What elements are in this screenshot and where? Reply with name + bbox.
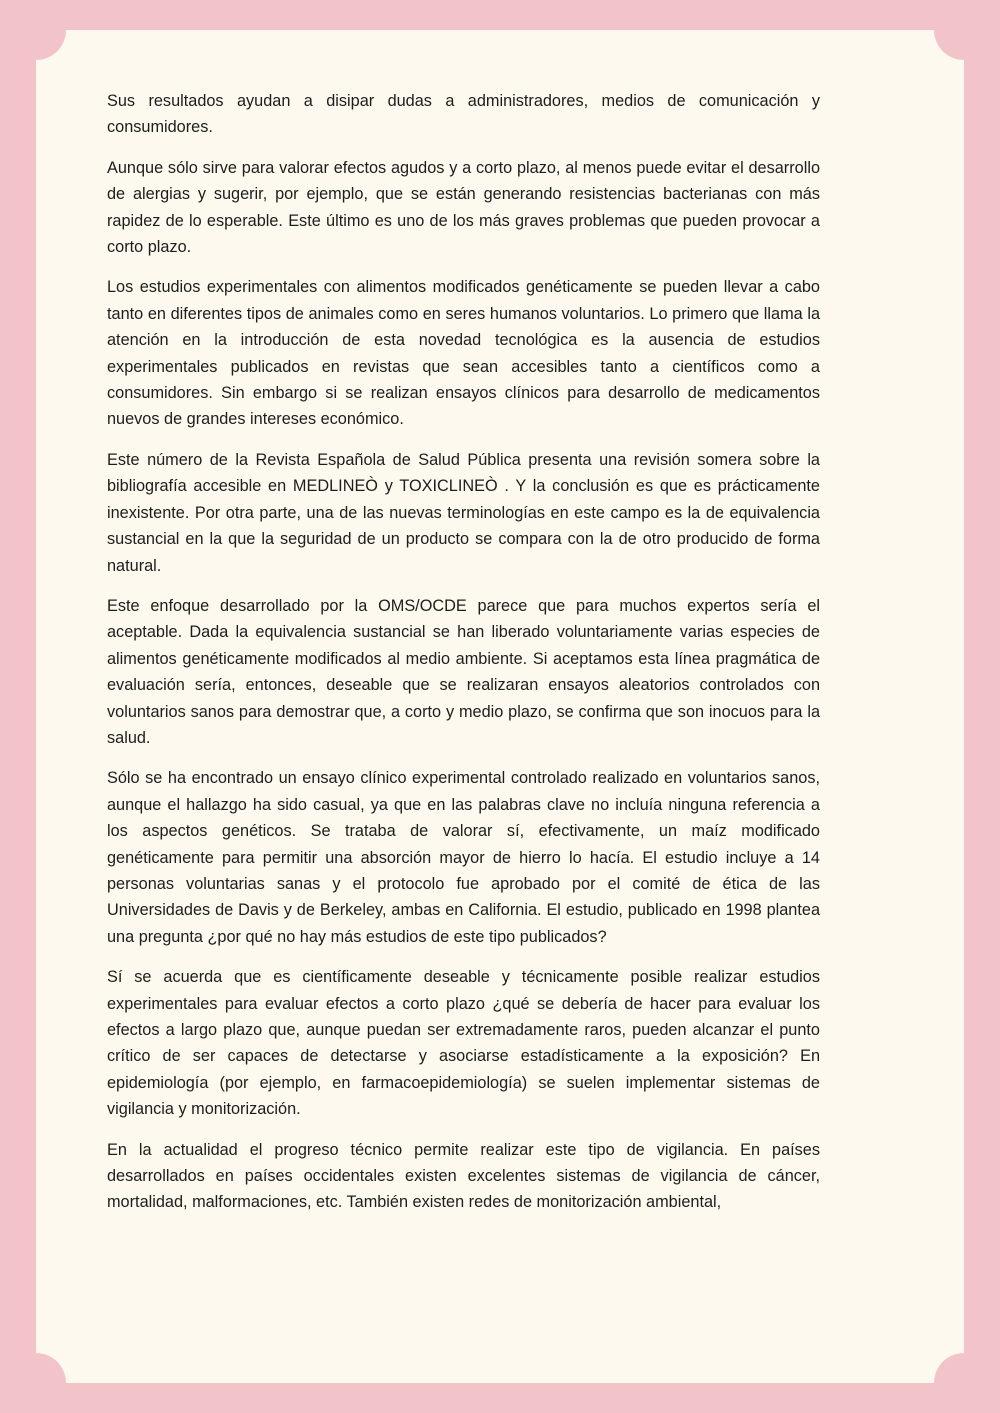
paragraph: Sí se acuerda que es científicamente deseable y técnicamente posible realizar estudios experimentales para evaluar efectos a corto plazo ¿qué se debería de hacer para evaluar los efectos a largo plazo que, aunque puedan ser extremadamente raros, pueden alcanzar el punto crítico de ser capaces de detectarse y asociarse estadísticamente a la exposición? En epidemiología (por ejemplo, en farmacoepidemiología) se suelen implementar sistemas de vigilancia y monitorización. [107,968,820,1119]
paragraph: Este enfoque desarrollado por la OMS/OCDE parece que para muchos expertos sería el aceptable. Dada la equivalencia sustancial se han liberado voluntariamente varias especies de alimentos genéticamente modificados al medio ambiente. Si aceptamos esta línea pragmática de evaluación sería, entonces, deseable que se realizaran ensayos aleatorios controlados con voluntarios sanos para demostrar que, a corto y medio plazo, se confirma que son inocuos para la salud. [107,596,820,747]
document-body [107,88,820,1230]
paragraph: Sólo se ha encontrado un ensayo clínico experimental controlado realizado en voluntarios sanos, aunque el hallazgo ha sido casual, ya que en las palabras clave no incluía ninguna referencia a los aspectos genéticos. Se trataba de valorar sí, efectivamente, un maíz modificado genéticamente para permitir una absorción mayor de hierro lo hacía. El estudio incluye a 14 personas voluntarias sanas y el protocolo fue aprobado por el comité de ética de las Universidades de Davis y de Berkeley, ambas en California. El estudio, publicado en 1998 plantea una pregunta ¿por qué no hay más estudios de este tipo publicados? [107,769,820,946]
paragraph: En la actualidad el progreso técnico permite realizar este tipo de vigilancia. En países desarrollados en países occidentales existen excelentes sistemas de vigilancia de cáncer, mortalidad, malformaciones, etc. También existen redes de monitorización ambiental, [107,1140,820,1212]
frame-corner [6,0,66,60]
frame-corner [6,1353,66,1413]
paragraph: Los estudios experimentales con alimentos modificados genéticamente se pueden llevar a cabo tanto en diferentes tipos de animales como en seres humanos voluntarios. Lo primero que llama la atención en la introducción de esta novedad tecnológica es la ausencia de estudios experimentales publicados en revistas que sean accesibles tanto a científicos como a consumidores. Sin embargo si se realizan ensayos clínicos para desarrollo de medicamentos nuevos de grandes intereses económico. [107,278,820,429]
paragraph: Aunque sólo sirve para valorar efectos agudos y a corto plazo, al menos puede evitar el desarrollo de alergias y sugerir, por ejemplo, que se están generando resistencias bacterianas con más rapidez de lo esperable. Este último es uno de los más graves problemas que pueden provocar a corto plazo. [107,158,820,257]
frame-corner [934,0,994,60]
paragraph: Este número de la Revista Española de Salud Pública presenta una revisión somera sobre la bibliografía accesible en MEDLINEÒ y TOXICLINEÒ . Y la conclusión es que es prácticamente inexistente. Por otra parte, una de las nuevas terminologías en este campo es la de equivalencia sustancial en la que la seguridad de un producto se compara con la de otro producido de forma natural. [107,450,820,575]
frame-corner [934,1353,994,1413]
paragraph: Sus resultados ayudan a disipar dudas a administradores, medios de comunicación y consumidores. [107,92,820,137]
